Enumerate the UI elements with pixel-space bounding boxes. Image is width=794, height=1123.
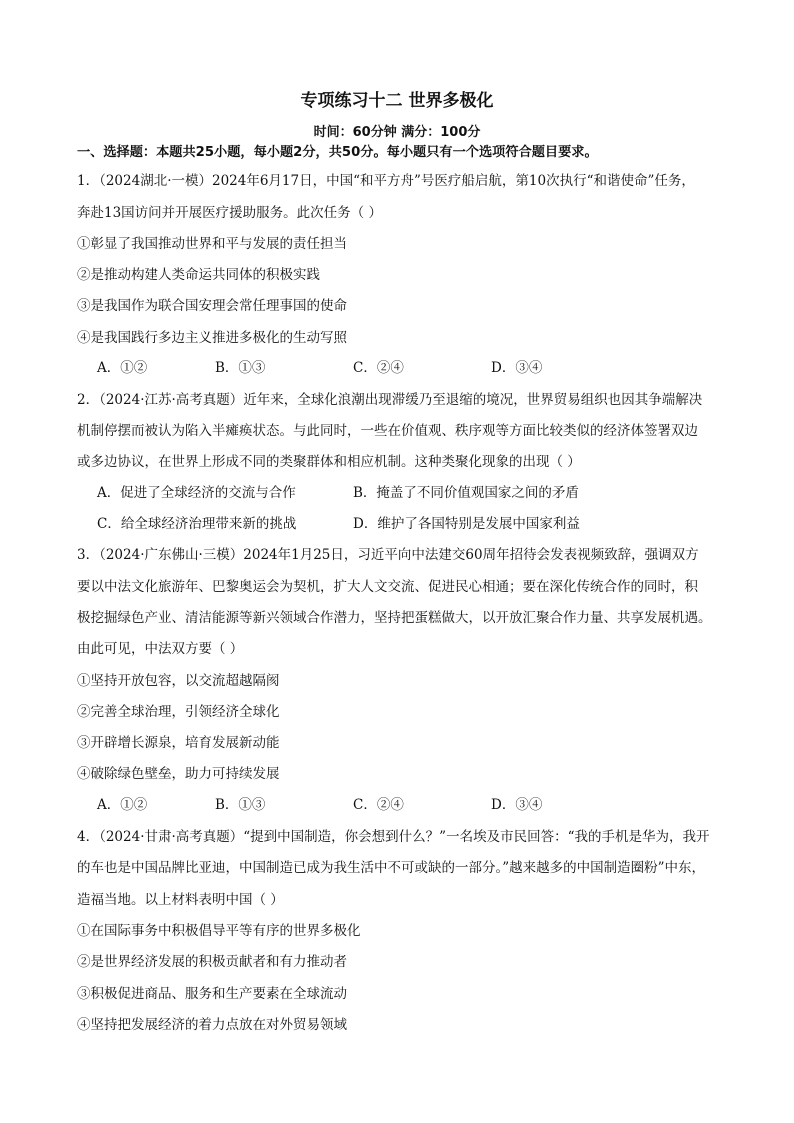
question-2-stem-line-2: 机制停摆而被认为陷入半瘫痪状态。与此同时，一些在价值观、秩序观等方面比较类似的经济体签署双边 (77, 423, 698, 439)
question-4-stem-line-2: 的车也是中国品牌比亚迪，中国制造已成为我生活中不可或缺的一部分。”越来越多的中国制造圈粉”中东， (77, 860, 706, 876)
question-3-option-d: D．③④ (491, 797, 543, 813)
question-1-statement: ④是我国践行多边主义推进多极化的生动写照 (77, 330, 347, 346)
question-3-option-b: B．①③ (215, 797, 266, 813)
question-3-stem-line-4: 由此可见，中法双方要（ ） (77, 641, 244, 657)
question-4-statement: ①在国际事务中积极倡导平等有序的世界多极化 (77, 923, 361, 939)
question-1-statement: ②是推动构建人类命运共同体的积极实践 (77, 267, 320, 283)
question-1-option-b: B．①③ (215, 360, 266, 376)
question-4-statement: ④坚持把发展经济的着力点放在对外贸易领域 (77, 1017, 347, 1033)
question-4-statement: ③积极促进商品、服务和生产要素在全球流动 (77, 986, 347, 1002)
question-4-statement: ②是世界经济发展的积极贡献者和有力推动者 (77, 954, 347, 970)
question-3-statement: ④破除绿色壁垒，助力可持续发展 (77, 766, 280, 782)
question-3-option-c: C．②④ (353, 797, 404, 813)
question-1-option-a: A．①② (97, 360, 148, 376)
question-1-option-d: D．③④ (491, 360, 543, 376)
question-2-option-a: A．促进了全球经济的交流与合作 (97, 485, 296, 501)
question-3-stem-line-2: 要以中法文化旅游年、巴黎奥运会为契机，扩大人文交流、促进民心相通；要在深化传统合作的同时，积 (77, 579, 698, 595)
question-3-option-a: A．①② (97, 797, 148, 813)
page-title: 专项练习十二 世界多极化 (300, 91, 494, 111)
question-4-stem-line-3: 造福当地。以上材料表明中国（ ） (77, 892, 284, 908)
question-1-stem-line-2: 奔赴13国访问并开展医疗援助服务。此次任务（ ） (77, 205, 382, 221)
question-3-stem-line-3: 极挖掘绿色产业、清洁能源等新兴领域合作潜力，坚持把蛋糕做大，以开放汇聚合作力量、共享发展机遇。 (77, 610, 712, 626)
question-3-statement: ②完善全球治理，引领经济全球化 (77, 704, 280, 720)
question-1-stem-line-1: 1．（2024湖北·一模）2024年6月17日，中国“和平方舟”号医疗船启航，第10次执行“和谐使命”任务， (77, 173, 695, 189)
question-2-option-d: D．维护了各国特别是发展中国家利益 (353, 516, 580, 532)
question-3-statement: ③开辟增长源泉，培育发展新动能 (77, 735, 280, 751)
question-1-option-c: C．②④ (353, 360, 404, 376)
question-2-stem-line-3: 或多边协议，在世界上形成不同的类聚群体和相应机制。这种类聚化现象的出现（ ） (77, 454, 581, 470)
exam-time-score: 时间：60分钟 满分：100分 (313, 125, 481, 140)
question-2-option-c: C．给全球经济治理带来新的挑战 (97, 516, 297, 532)
question-3-stem-line-1: 3．（2024·广东佛山·三模）2024年1月25日，习近平向中法建交60周年招待会发表视频致辞，强调双方 (77, 547, 699, 563)
question-1-statement: ①彰显了我国推动世界和平与发展的责任担当 (77, 236, 347, 252)
question-2-stem-line-1: 2．（2024·江苏·高考真题）近年来，全球化浪潮出现滞缓乃至退缩的境况，世界贸易组织也因其争端解决 (77, 392, 703, 408)
section-heading: 一、选择题：本题共25小题，每小题2分，共50分。每小题只有一个选项符合题目要求。 (77, 145, 598, 160)
question-1-statement: ③是我国作为联合国安理会常任理事国的使命 (77, 298, 347, 314)
question-3-statement: ①坚持开放包容，以交流超越隔阂 (77, 673, 280, 689)
question-2-option-b: B．掩盖了不同价值观国家之间的矛盾 (353, 485, 579, 501)
question-4-stem-line-1: 4．（2024·甘肃·高考真题）“提到中国制造，你会想到什么？”一名埃及市民回答：“我的手机是华为，我开 (77, 829, 710, 845)
